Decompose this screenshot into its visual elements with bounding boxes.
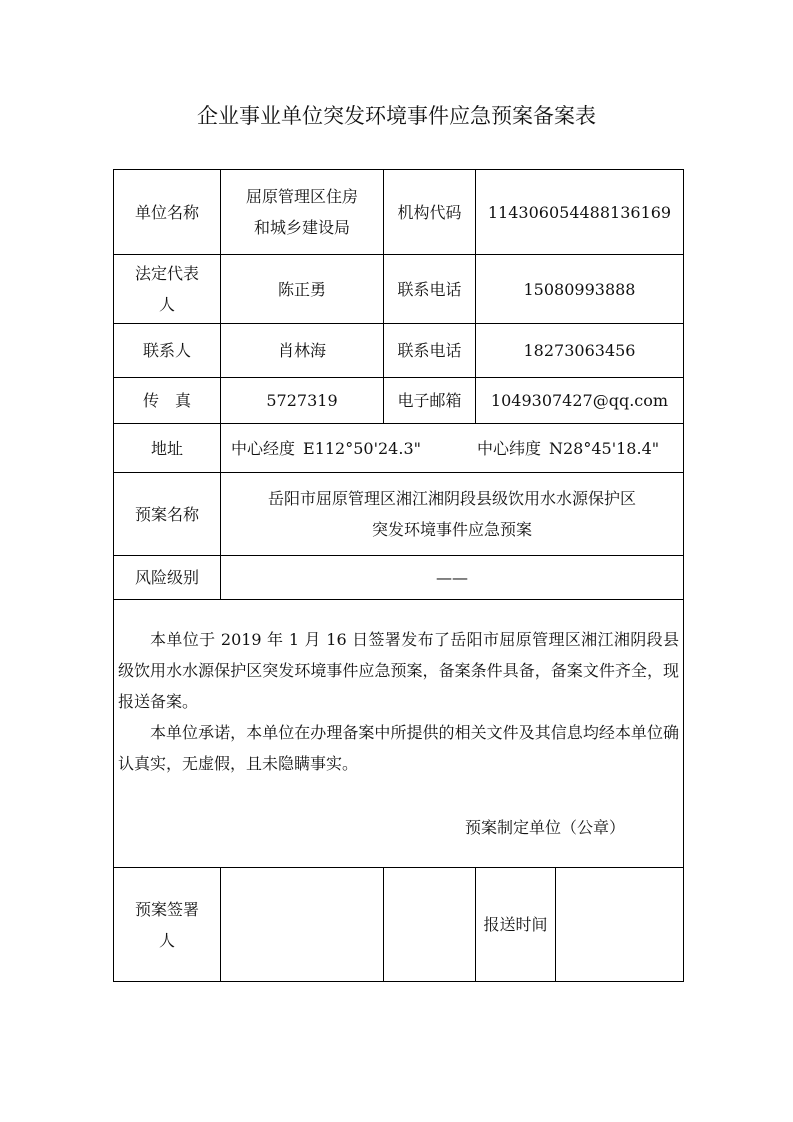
submit-time-value[interactable] bbox=[556, 868, 683, 981]
table-row bbox=[114, 324, 684, 378]
submit-time-spacer bbox=[384, 868, 476, 982]
table-row bbox=[114, 378, 684, 424]
plan-name-value: 岳阳市屈原管理区湘江湘阴段县级饮用水水源保护区 突发环境事件应急预案 bbox=[221, 473, 684, 556]
address-label: 地址 bbox=[114, 424, 221, 473]
table-row bbox=[114, 473, 684, 556]
latitude-label: 中心纬度 bbox=[476, 438, 541, 458]
page-title: 企业事业单位突发环境事件应急预案备案表 bbox=[197, 104, 596, 128]
plan-signer-value[interactable] bbox=[221, 868, 384, 982]
org-code-value: 114306054488136169 bbox=[476, 170, 684, 255]
plan-signer-label: 预案签署 人 bbox=[114, 868, 221, 982]
fax-value: 5727319 bbox=[221, 378, 384, 424]
declaration-paragraph-1: 本单位于 2019 年 1 月 16 日签署发布了岳阳市屈原管理区湘江湘阴段县级饮用水水源保护区突发环境事件应急预案，备案条件具备，备案文件齐全，现报送备案。 bbox=[118, 630, 679, 711]
plan-name-label: 预案名称 bbox=[114, 473, 221, 556]
longitude-label: 中心经度 bbox=[231, 438, 296, 458]
latitude-value: N28°45'18.4" bbox=[549, 438, 660, 458]
coordinates-value bbox=[221, 424, 684, 473]
unit-name-label: 单位名称 bbox=[114, 170, 221, 255]
unit-name-value: 屈原管理区住房 和城乡建设局 bbox=[221, 170, 384, 255]
contact-value: 肖林海 bbox=[221, 324, 384, 378]
phone-label-2: 联系电话 bbox=[384, 324, 476, 378]
phone-label-1: 联系电话 bbox=[384, 255, 476, 324]
table-row bbox=[114, 600, 684, 868]
legal-rep-value: 陈正勇 bbox=[221, 255, 384, 324]
email-value: 1049307427@qq.com bbox=[476, 378, 684, 424]
table-row bbox=[114, 424, 684, 473]
longitude-value: E112°50'24.3" bbox=[303, 438, 421, 458]
declaration-paragraph-2: 本单位承诺，本单位在办理备案中所提供的相关文件及其信息均经本单位确认真实，无虚假，且未隐瞒事实。 bbox=[118, 723, 679, 773]
risk-level-value: —— bbox=[221, 556, 684, 600]
table-row bbox=[114, 255, 684, 324]
fax-label: 传 真 bbox=[114, 378, 221, 424]
org-code-label: 机构代码 bbox=[384, 170, 476, 255]
risk-level-label: 风险级别 bbox=[114, 556, 221, 600]
submit-time-cell bbox=[476, 868, 684, 982]
phone-value-1: 15080993888 bbox=[476, 255, 684, 324]
contact-label: 联系人 bbox=[114, 324, 221, 378]
submit-time-label: 报送时间 bbox=[476, 868, 556, 981]
declaration-block bbox=[114, 600, 684, 868]
table-row bbox=[114, 170, 684, 255]
table-row bbox=[114, 556, 684, 600]
phone-value-2: 18273063456 bbox=[476, 324, 684, 378]
filing-form-table bbox=[113, 169, 684, 982]
legal-rep-label: 法定代表 人 bbox=[114, 255, 221, 324]
official-seal-line: 预案制定单位（公章） bbox=[464, 818, 625, 837]
email-label: 电子邮箱 bbox=[384, 378, 476, 424]
table-row bbox=[114, 868, 684, 982]
